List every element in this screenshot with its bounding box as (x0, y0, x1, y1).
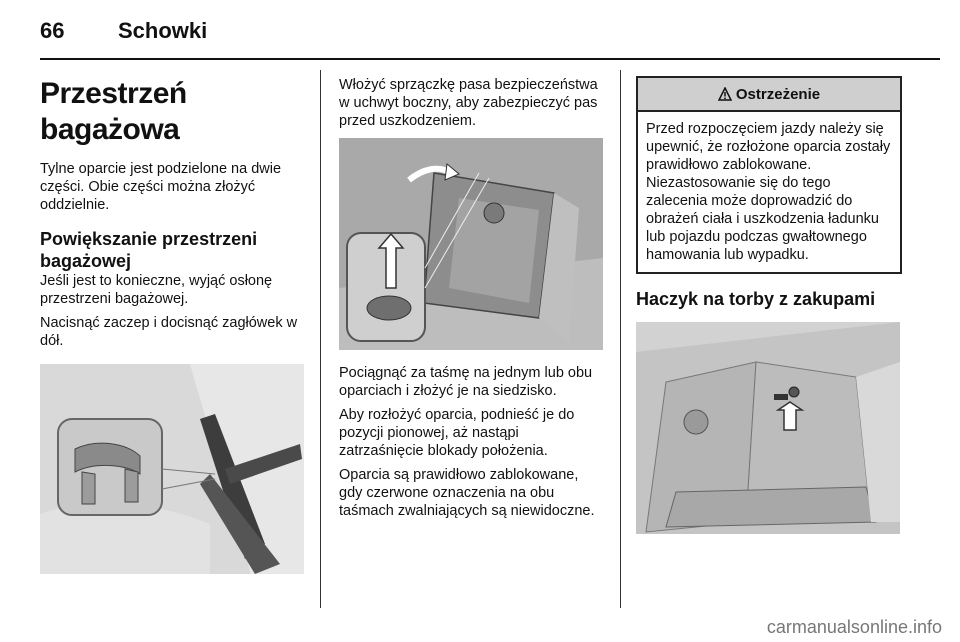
paragraph-pull-strap: Pociągnąć za taśmę na jednym lub obu oparciach i złożyć je na siedzisko. (339, 365, 593, 399)
warning-text: Przed rozpoczęciem jazdy należy się upewnić, że rozłożone oparcia zostały prawidłowo zablokowane. Niezastosowanie się do tego zalecenia może doprowadzić do obrażeń ciała i uszkodzenia ładunku lub pojazdu podczas gwałtownego hamowania lub wypadku. (646, 121, 891, 263)
page-number: 66 (40, 18, 65, 43)
chapter-title: Schowki (118, 18, 208, 43)
header-rule (40, 58, 940, 60)
column-3 (636, 76, 902, 534)
warning-header (638, 78, 900, 112)
paragraph-buckle: Włożyć sprzączkę pasa bezpieczeństwa w uchwyt boczny, aby zabezpieczyć pas przed uszkodzeniem. (339, 77, 598, 129)
paragraph-remove-cover: Jeśli jest to konieczne, wyjąć osłonę przestrzeni bagażowej. (40, 273, 273, 307)
paragraph-raise-backrest: Aby rozłożyć oparcia, podnieść je do pozycji pionowej, aż nastąpi zatrzaśnięcie blokady położenia. (339, 407, 575, 459)
headrest-illustration (40, 364, 304, 574)
seatbelt-clip-illustration (339, 138, 603, 350)
warning-icon (718, 87, 732, 101)
section-title: Przestrzeń bagażowa (40, 77, 187, 146)
subheading-enlarge: Powiększanie przestrzeni bagażowej (40, 229, 258, 271)
warning-title: Ostrzeżenie (735, 85, 821, 103)
paragraph-headrest: Nacisnąć zaczep i docisnąć zagłówek w dół. (40, 315, 298, 349)
paragraph-locked: Oparcia są prawidłowo zablokowane, gdy czerwone oznaczenia na obu taśmach zwalniających są niewidoczne. (339, 467, 595, 519)
column-divider-1 (320, 70, 321, 608)
column-1 (40, 76, 304, 574)
intro-paragraph: Tylne oparcie jest podzielone na dwie części. Obie części można złożyć oddzielnie. (40, 161, 282, 213)
column-divider-2 (620, 70, 621, 608)
watermark: carmanualsonline.info (766, 617, 942, 637)
column-2 (339, 76, 603, 526)
shopping-hook-illustration (636, 322, 900, 534)
page-header (40, 18, 940, 58)
warning-body (638, 112, 900, 272)
subheading-shopping-hook: Haczyk na torby z zakupami (636, 289, 876, 309)
warning-box (636, 76, 902, 274)
